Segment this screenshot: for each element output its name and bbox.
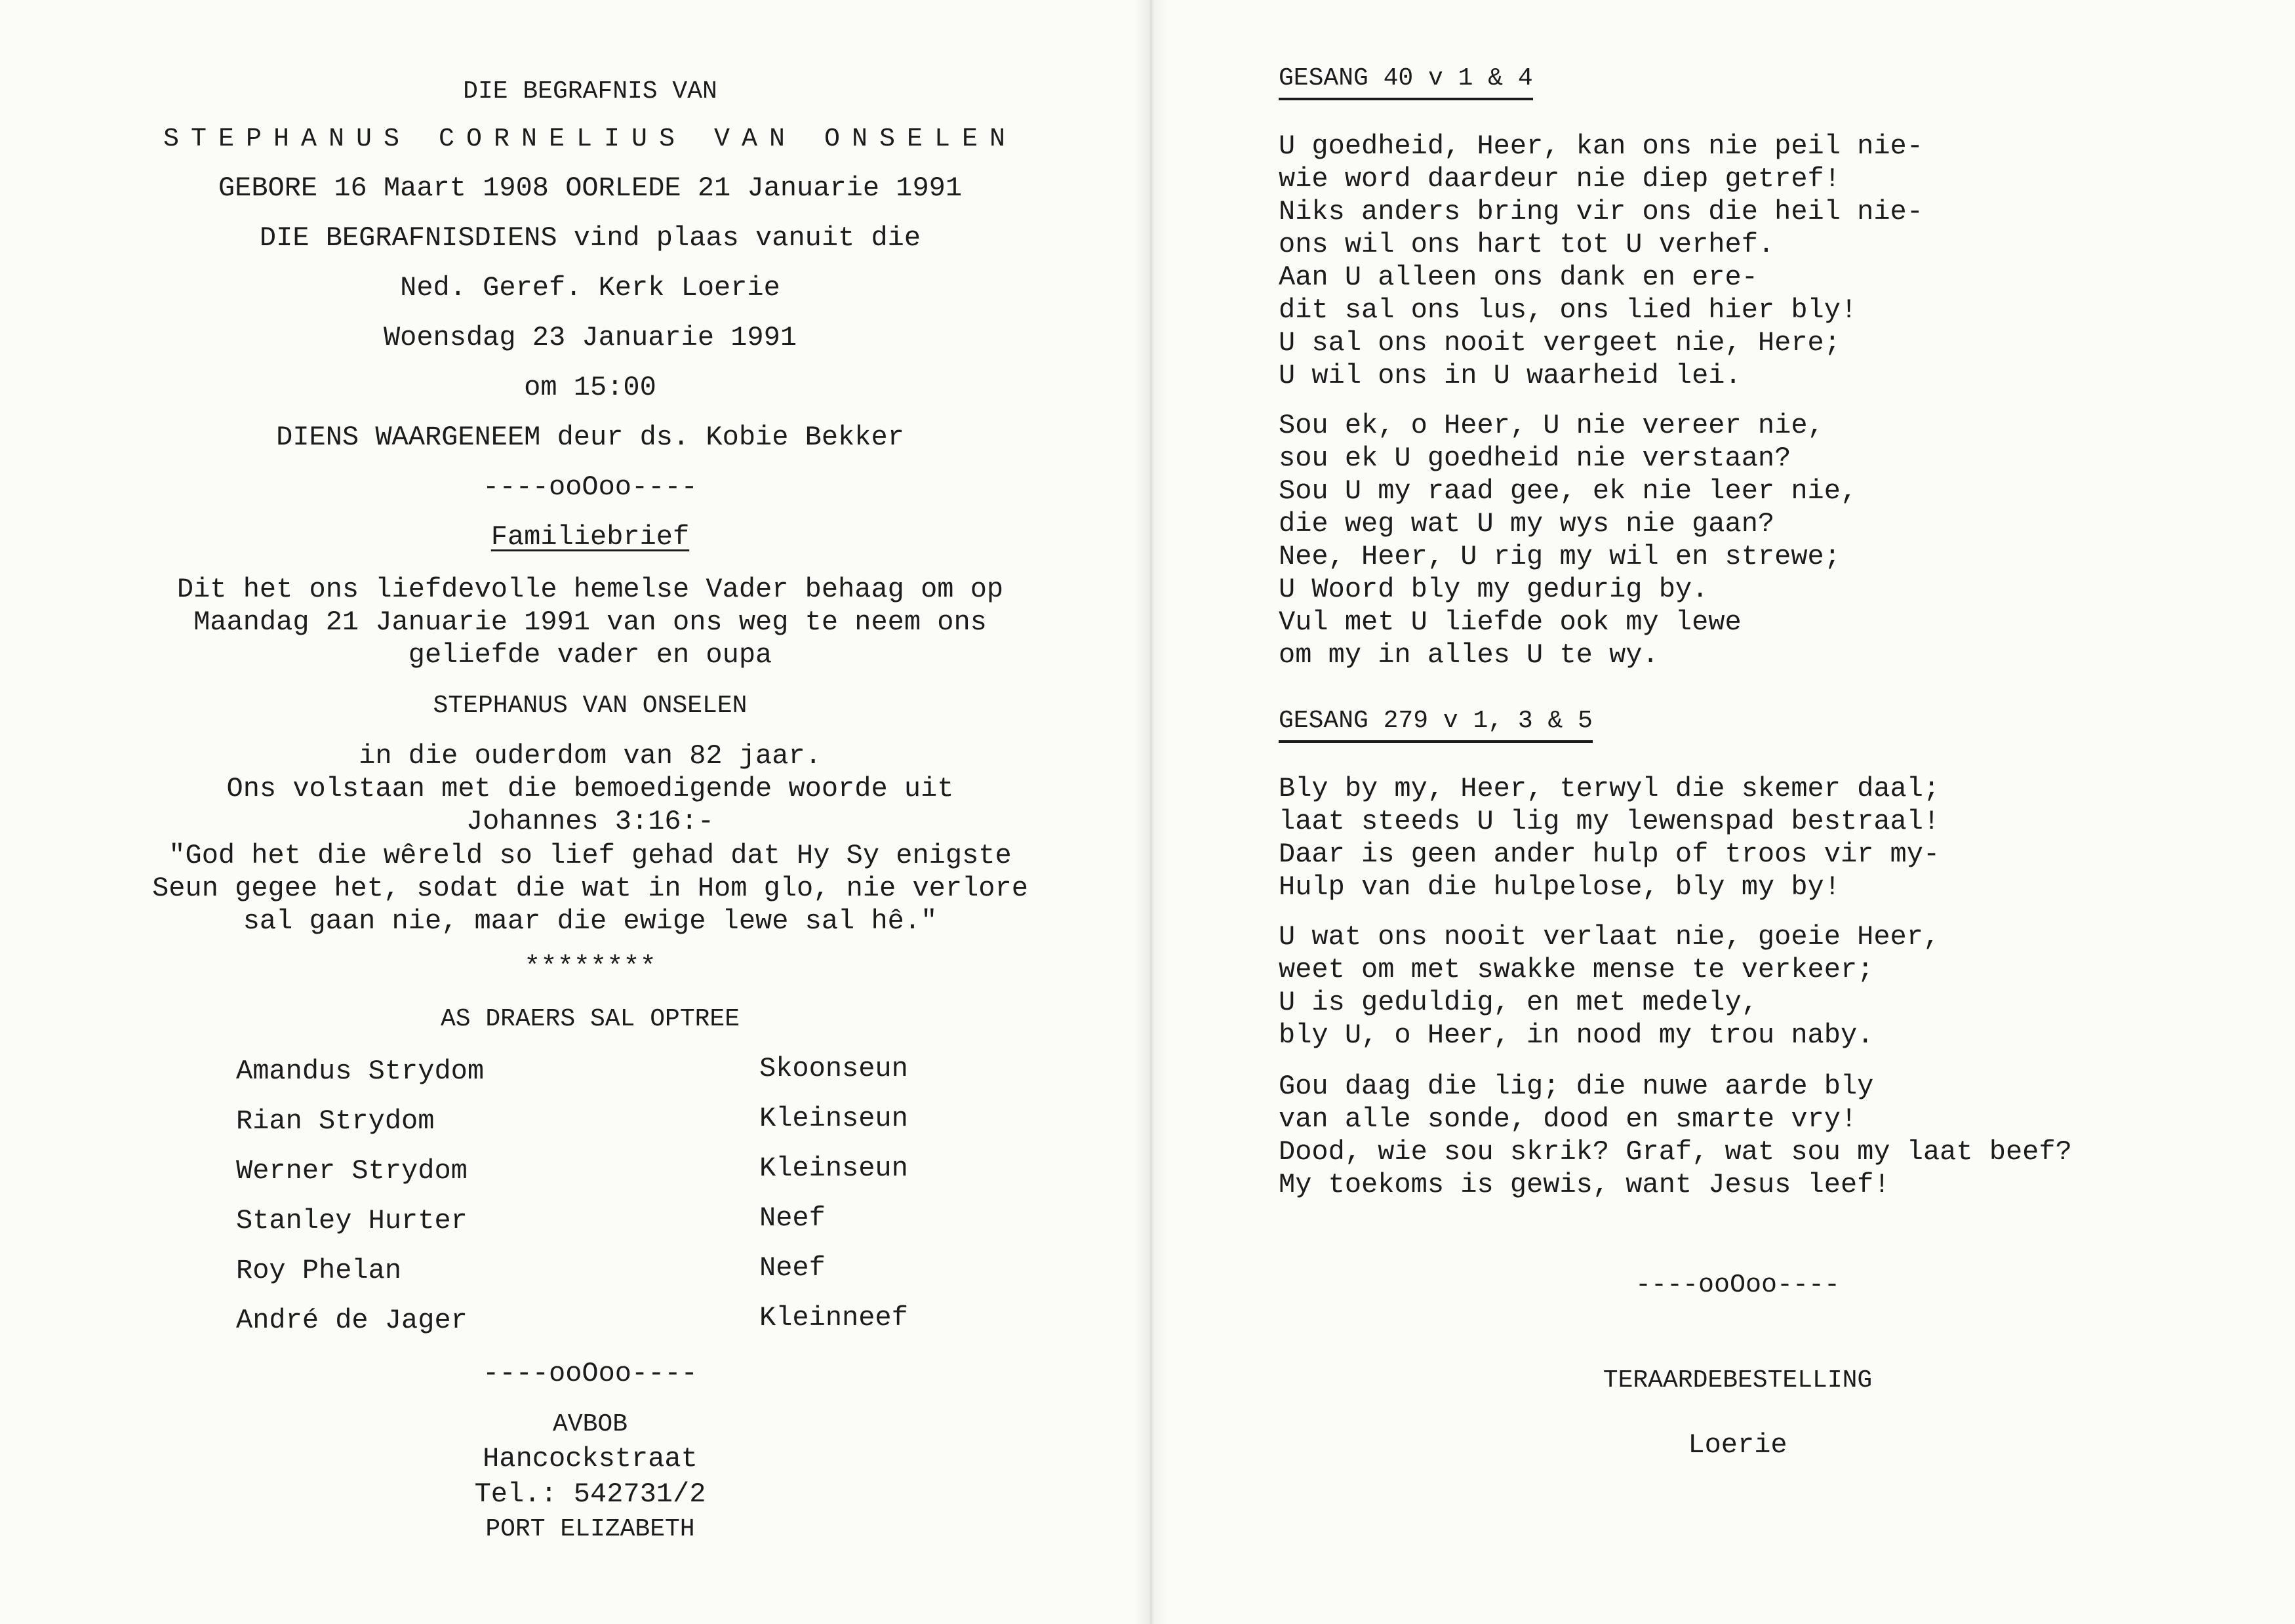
deceased-name: STEPHANUS VAN ONSELEN (433, 692, 748, 720)
verse-line: van alle sonde, dood en smarte vry! (1279, 1103, 1858, 1135)
verse-line: weet om met swakke mense te verkeer; (1279, 954, 1874, 985)
family-letter-line: Maandag 21 Januarie 1991 van ons weg te neem ons (193, 606, 987, 638)
right-page (1246, 0, 2229, 1624)
age-line: in die ouderdom van 82 jaar. (359, 740, 822, 772)
hymn-verse (1279, 772, 1940, 903)
verse-line: laat steeds U lig my lewenspad bestraal! (1279, 806, 1940, 837)
verse-line: Gou daag die lig; die nuwe aarde bly (1279, 1071, 1874, 1102)
bearer-relation: Neef (759, 1202, 826, 1234)
undertaker-name: AVBOB (552, 1410, 628, 1438)
church-name: Ned. Geref. Kerk Loerie (400, 272, 780, 304)
bearer-name: Amandus Strydom (236, 1056, 485, 1087)
left-page (66, 0, 1115, 1624)
star-separator: ******** (524, 951, 656, 983)
verse-line: U is geduldig, en met medely, (1279, 987, 1758, 1018)
verse-line: My toekoms is gewis, want Jesus leef! (1279, 1169, 1890, 1200)
bearers-heading: AS DRAERS SAL OPTREE (440, 1005, 740, 1033)
family-letter-line: geliefde vader en oupa (408, 639, 772, 671)
consolation-line: Ons volstaan met die bemoedigende woorde uit (226, 773, 954, 804)
bearer-relation: Kleinseun (759, 1103, 908, 1134)
bearer-relation: Kleinseun (759, 1153, 908, 1184)
verse-line: om my in alles U te wy. (1279, 639, 1659, 671)
divider: ----ooOoo---- (483, 471, 698, 503)
verse-line: sou ek U goedheid nie verstaan? (1279, 443, 1791, 474)
scripture-line: Seun gegee het, sodat die wat in Hom glo, nie verlore (152, 873, 1028, 904)
hymn-heading: GESANG 40 v 1 & 4 (1279, 64, 1533, 100)
burial-heading: TERAARDEBESTELLING (1603, 1366, 1873, 1395)
hymn-verse (1279, 921, 1940, 1052)
undertaker-phone: Tel.: 542731/2 (474, 1478, 706, 1510)
divider: ----ooOoo---- (483, 1358, 698, 1389)
verse-line: dit sal ons lus, ons lied hier bly! (1279, 294, 1858, 326)
verse-line: Bly by my, Heer, terwyl die skemer daal; (1279, 773, 1940, 804)
service-date: Woensdag 23 Januarie 1991 (383, 322, 797, 353)
service-time: om 15:00 (524, 372, 656, 403)
verse-line: Nee, Heer, U rig my wil en strewe; (1279, 541, 1841, 572)
verse-line: Hulp van die hulpelose, bly my by! (1279, 871, 1841, 903)
service-location-line: DIE BEGRAFNISDIENS vind plaas vanuit die (259, 222, 921, 254)
officiant-line: DIENS WAARGENEEM deur ds. Kobie Bekker (276, 422, 904, 453)
bearer-relation: Skoonseun (759, 1053, 908, 1084)
burial-place: Loerie (1688, 1429, 1787, 1461)
page-fold (1134, 0, 1167, 1624)
verse-line: Vul met U liefde ook my lewe (1279, 606, 1742, 638)
hymn-verse (1279, 409, 1857, 671)
verse-line: Dood, wie sou skrik? Graf, wat sou my laat beef? (1279, 1136, 2072, 1168)
deceased-full-name: STEPHANUS CORNELIUS VAN ONSELEN (163, 125, 1018, 154)
verse-line: Aan U alleen ons dank en ere- (1279, 262, 1758, 293)
bearer-name: Rian Strydom (236, 1105, 435, 1137)
verse-line: die weg wat U my wys nie gaan? (1279, 508, 1775, 540)
bearer-relation: Kleinneef (759, 1302, 908, 1334)
birth-death-dates: GEBORE 16 Maart 1908 OORLEDE 21 Januarie 1991 (218, 172, 963, 204)
verse-line: wie word daardeur nie diep getref! (1279, 163, 1841, 195)
bearer-name: Werner Strydom (236, 1155, 468, 1187)
bearer-relation: Neef (759, 1252, 826, 1284)
verse-line: bly U, o Heer, in nood my trou naby. (1279, 1020, 1874, 1051)
verse-line: U goedheid, Heer, kan ons nie peil nie- (1279, 130, 1923, 162)
verse-line: Sou ek, o Heer, U nie vereer nie, (1279, 410, 1824, 441)
bearer-name: Stanley Hurter (236, 1205, 468, 1237)
verse-line: Sou U my raad gee, ek nie leer nie, (1279, 475, 1858, 507)
hymn-verse (1279, 1070, 2072, 1201)
undertaker-city: PORT ELIZABETH (485, 1515, 695, 1543)
bearer-name: André de Jager (236, 1305, 468, 1336)
family-letter-heading: Familiebrief (490, 521, 690, 553)
bearer-name: Roy Phelan (236, 1255, 402, 1286)
document-title: DIE BEGRAFNIS VAN (463, 77, 717, 106)
hymn-verse (1279, 130, 1923, 392)
verse-line: U Woord bly my gedurig by. (1279, 574, 1709, 605)
verse-line: ons wil ons hart tot U verhef. (1279, 229, 1775, 260)
verse-line: Daar is geen ander hulp of troos vir my- (1279, 839, 1940, 870)
family-letter-line: Dit het ons liefdevolle hemelse Vader behaag om op (176, 574, 1004, 605)
scripture-line: "God het die wêreld so lief gehad dat Hy Sy enigste (169, 840, 1012, 871)
undertaker-street: Hancockstraat (483, 1443, 698, 1475)
verse-line: U wat ons nooit verlaat nie, goeie Heer, (1279, 921, 1940, 953)
verse-line: U sal ons nooit vergeet nie, Here; (1279, 327, 1841, 359)
scripture-line: sal gaan nie, maar die ewige lewe sal hê." (243, 905, 938, 937)
verse-line: Niks anders bring vir ons die heil nie- (1279, 196, 1923, 228)
divider: ----ooOoo---- (1635, 1271, 1841, 1300)
scripture-reference: Johannes 3:16:- (466, 806, 715, 837)
hymn-heading: GESANG 279 v 1, 3 & 5 (1279, 707, 1593, 743)
verse-line: U wil ons in U waarheid lei. (1279, 360, 1742, 391)
